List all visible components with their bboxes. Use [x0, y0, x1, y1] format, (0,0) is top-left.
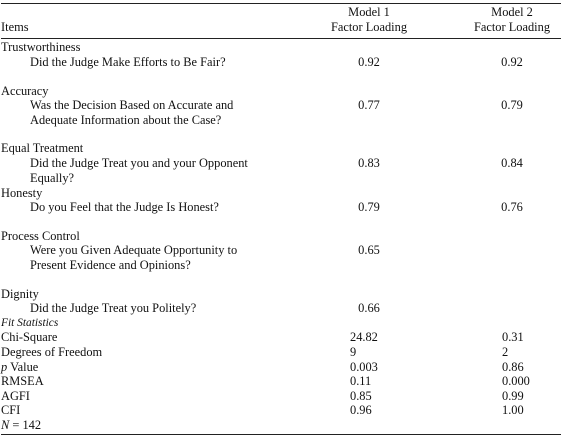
model1-loading: 0.77 [358, 98, 380, 112]
model1-loading: 0.92 [358, 55, 380, 69]
factor-name: Trustworthiness [1, 40, 81, 54]
model2-fit-value: 1.00 [502, 403, 524, 417]
model2-fit-value: 0.86 [502, 360, 524, 374]
fit-label [1, 360, 38, 375]
model2-loading: 0.79 [501, 98, 523, 112]
model2-loading: 0.76 [501, 200, 523, 214]
model2-fit-value: 0.31 [502, 330, 524, 344]
fit-label: RMSEA [1, 374, 44, 388]
factor-name: Accuracy [1, 84, 49, 98]
sample-size-symbol: N [1, 418, 10, 432]
model2-fit-value: 0.000 [502, 374, 530, 388]
model2-header-line2: Factor Loading [473, 19, 551, 34]
factor-item-text: Did the Judge Make Efforts to Be Fair? [30, 55, 226, 69]
fit-statistics-heading: Fit Statistics [1, 317, 59, 329]
model1-loading: 0.79 [358, 200, 380, 214]
model1-fit-value: 0.85 [350, 389, 372, 403]
model1-fit-value: 0.003 [350, 360, 378, 374]
fit-label-rest: Value [7, 360, 39, 374]
fit-label: CFI [1, 403, 21, 417]
header-rule [1, 38, 561, 39]
factor-item-text: Did the Judge Treat you Politely? [30, 301, 197, 315]
factor-item-text: Was the Decision Based on Accurate and Adequate Information about the Case? [30, 98, 234, 127]
model1-fit-value: 0.11 [350, 374, 372, 388]
model1-header-line1: Model 1 [348, 5, 390, 19]
factor-name: Equal Treatment [1, 141, 84, 155]
model2-fit-value: 0.99 [502, 389, 524, 403]
factor-item-text: Did the Judge Treat you and your Opponent Equally? [30, 156, 248, 185]
model1-header-line2: Factor Loading [330, 19, 408, 34]
fit-label: AGFI [1, 389, 30, 403]
model1-loading: 0.65 [358, 243, 380, 257]
factor-item-text: Were you Given Adequate Opportunity to Present Evidence and Opinions? [30, 243, 238, 272]
fit-label: Chi-Square [1, 330, 58, 344]
factor-name: Honesty [1, 186, 43, 200]
model1-loading: 0.83 [358, 156, 380, 170]
model1-loading: 0.66 [358, 301, 380, 315]
items-header: Items [1, 20, 29, 34]
sample-size-value: = 142 [9, 418, 42, 432]
model2-loading: 0.84 [501, 156, 523, 170]
model2-loading: 0.92 [501, 55, 523, 69]
model2-header [460, 5, 564, 34]
factor-name: Dignity [1, 287, 39, 301]
factor-name: Process Control [1, 229, 80, 243]
fit-label: Degrees of Freedom [1, 345, 103, 359]
model1-header [304, 5, 434, 34]
fit-label-italic: p [1, 360, 8, 374]
table-bottom-rule [1, 434, 561, 435]
model1-fit-value: 24.82 [350, 330, 378, 344]
table-top-rule [1, 3, 561, 4]
model2-fit-value: 2 [502, 345, 509, 359]
model2-header-line1: Model 2 [491, 5, 533, 19]
sample-size-note [1, 418, 41, 433]
factor-item-text: Do you Feel that the Judge Is Honest? [30, 200, 219, 214]
model1-fit-value: 0.96 [350, 403, 372, 417]
model1-fit-value: 9 [350, 345, 357, 359]
